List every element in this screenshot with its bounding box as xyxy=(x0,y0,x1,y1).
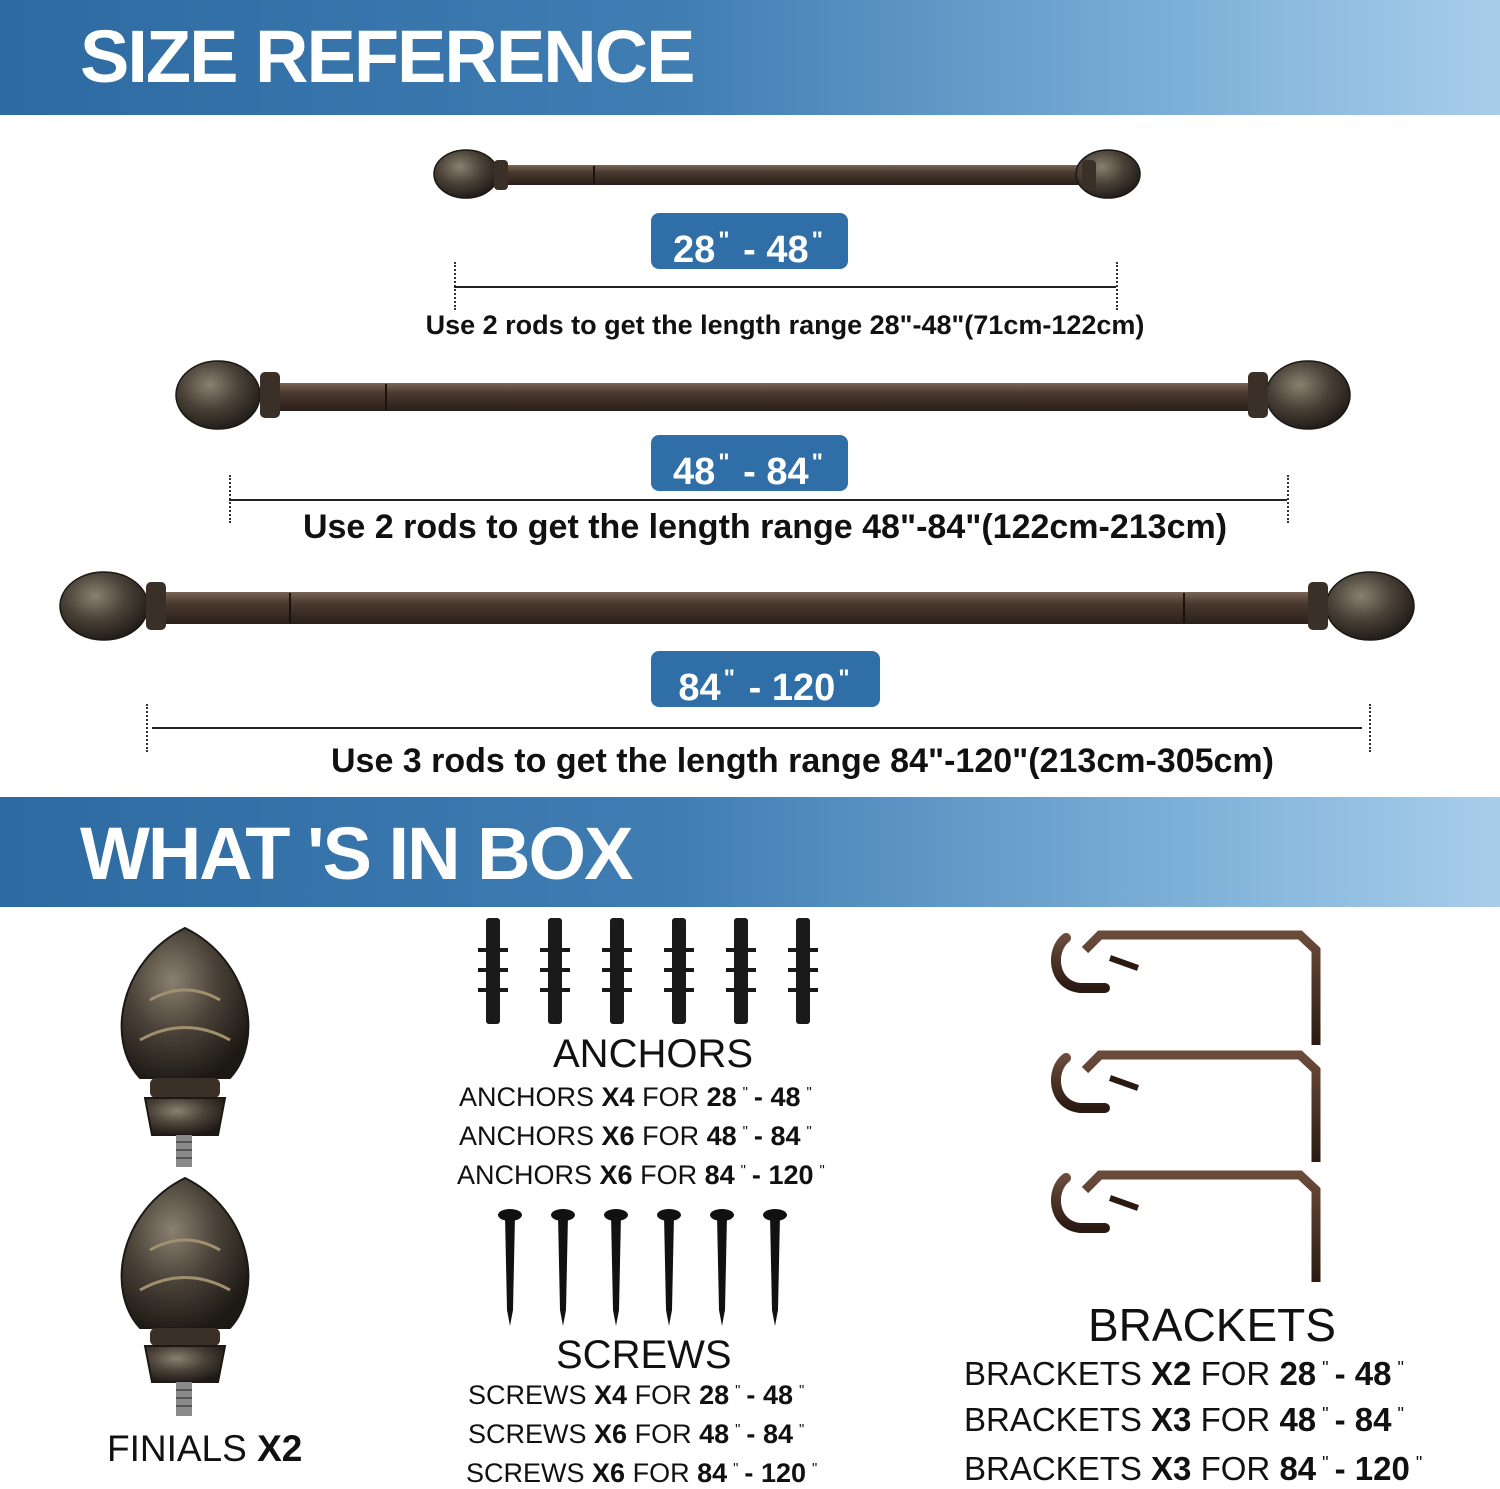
range-pill-2: 48 " - 84 " xyxy=(651,435,848,491)
range-pill-3: 84 " - 120 " xyxy=(651,651,880,707)
screw-icon xyxy=(551,1209,575,1326)
whats-in-box-title: WHAT 'S IN BOX xyxy=(80,812,632,895)
brackets-line-1: BRACKETS X2 FOR 28 " - 48 " xyxy=(964,1355,1404,1392)
anchor-icon xyxy=(664,918,694,1024)
screws-line-1: SCREWS X4 FOR 28 " - 48 " xyxy=(468,1380,805,1410)
anchor-icon xyxy=(788,918,818,1024)
bracket-icon xyxy=(1056,935,1316,1045)
bracket-icon xyxy=(1056,1055,1316,1162)
finials-label: FINIALS X2 xyxy=(107,1428,303,1469)
brackets-title: BRACKETS xyxy=(1088,1299,1336,1351)
anchor-icon xyxy=(540,918,570,1024)
anchors-line-2: ANCHORS X6 FOR 48 " - 84 " xyxy=(459,1121,812,1151)
screws-title: SCREWS xyxy=(556,1333,732,1377)
range-pill-1: 28 " - 48 " xyxy=(651,213,848,269)
anchors-line-1: ANCHORS X4 FOR 28 " - 48 " xyxy=(459,1082,812,1112)
size-reference-title: SIZE REFERENCE xyxy=(80,15,694,98)
bracket-icon xyxy=(1056,1175,1316,1282)
anchor-icon xyxy=(726,918,756,1024)
screw-icon xyxy=(710,1209,734,1326)
range-caption-3: Use 3 rods to get the length range 84"-120"(213cm-305cm) xyxy=(330,742,1274,780)
anchor-icon xyxy=(602,918,632,1024)
screws-line-3: SCREWS X6 FOR 84 " - 120 " xyxy=(466,1458,818,1488)
anchor-icon xyxy=(478,918,508,1024)
anchors-title: ANCHORS xyxy=(553,1032,754,1076)
anchors-line-3: ANCHORS X6 FOR 84 " - 120 " xyxy=(457,1160,825,1190)
finial-icon xyxy=(122,1178,249,1416)
screw-icon xyxy=(604,1209,628,1326)
screw-icon xyxy=(657,1209,681,1326)
finial-icon xyxy=(122,928,249,1167)
screws-line-2: SCREWS X6 FOR 48 " - 84 " xyxy=(468,1419,805,1449)
screw-icon xyxy=(763,1209,787,1326)
brackets-line-3: BRACKETS X3 FOR 84 " - 120 " xyxy=(964,1450,1423,1487)
screw-icon xyxy=(498,1209,522,1326)
range-caption-2: Use 2 rods to get the length range 48"-84"(122cm-213cm) xyxy=(302,508,1228,546)
brackets-line-2: BRACKETS X3 FOR 48 " - 84 " xyxy=(964,1401,1404,1438)
range-caption-1: Use 2 rods to get the length range 28"-48"(71cm-122cm) xyxy=(425,310,1145,340)
